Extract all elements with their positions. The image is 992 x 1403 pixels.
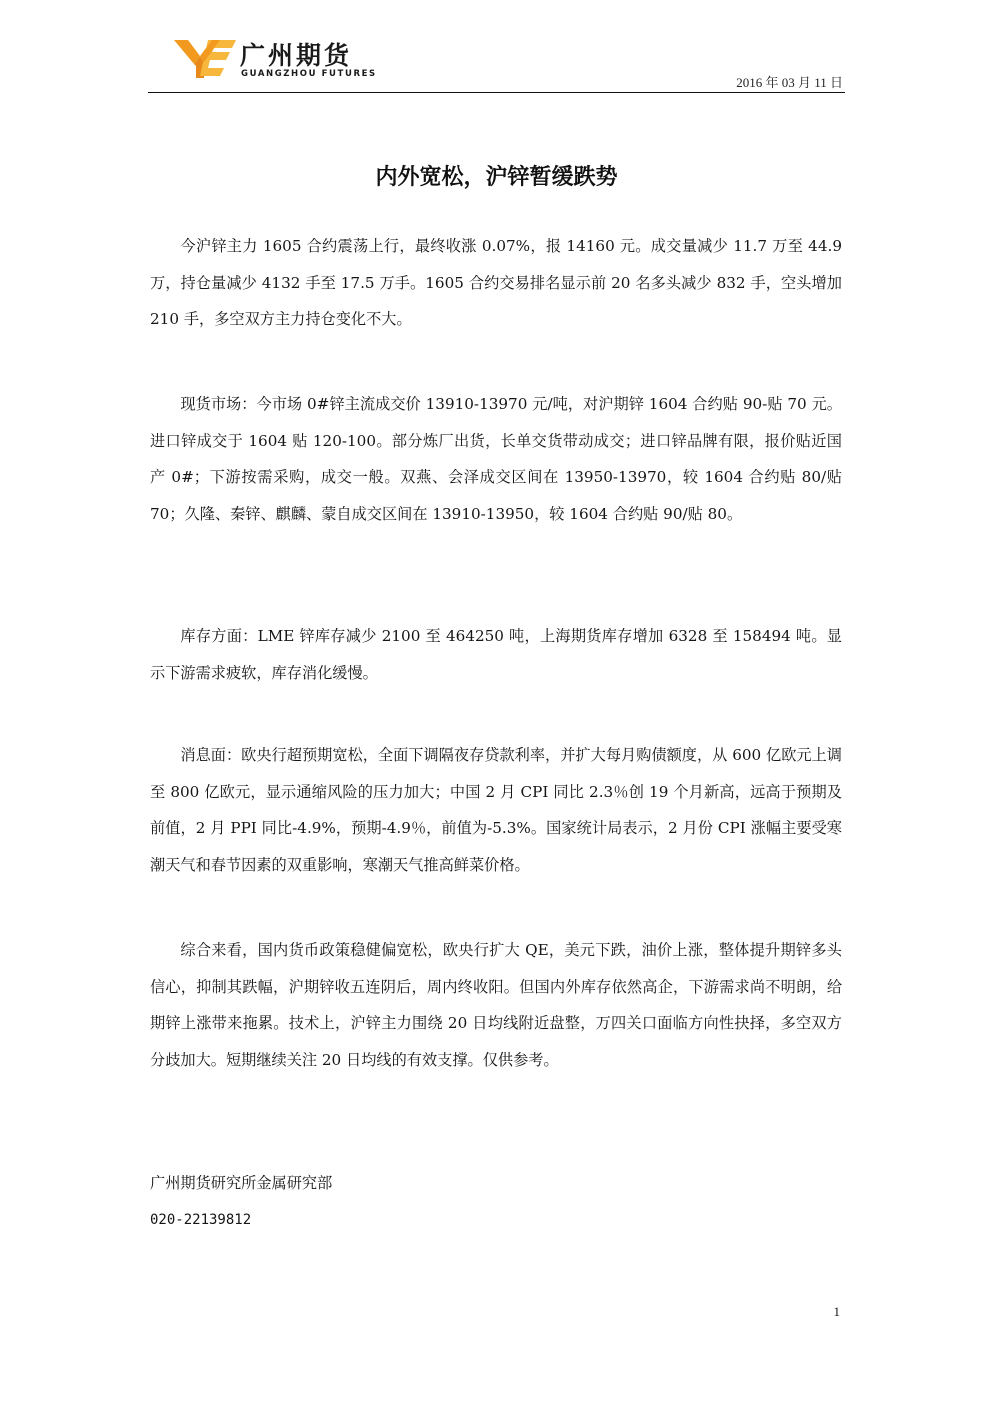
- report-title: 内外宽松，沪锌暂缓跌势: [375, 165, 618, 190]
- paragraph-spot-market: 现货市场：今市场 0#锌主流成交价 13910-13970 元/吨，对沪期锌 1604 合约贴 90-贴 70 元。进口锌成交于 1604 贴 120-100。部分炼厂出货，长单交货带动成交；进口锌品牌有限，报价贴近国产 0#；下游按需采购，成交一般。双燕、会泽成交区间在 13950-13970，较 1604 合约贴 80/贴 70；久隆、秦锌、麒麟、蒙自成交区间在 13910-13950，较 1604 合约贴 90/贴 80。: [150, 395, 842, 523]
- page-header: [148, 34, 845, 94]
- logo-english-text: GUANGZHOU FUTURES: [241, 69, 377, 79]
- guangzhou-futures-logo-icon: [174, 38, 238, 80]
- paragraph-outlook: 综合来看，国内货币政策稳健偏宽松，欧央行扩大 QE，美元下跌，油价上涨，整体提升期锌多头信心，抑制其跌幅，沪期锌收五连阴后，周内终收阳。但国内外库存依然高企，下游需求尚不明朗，给期锌上涨带来拖累。技术上，沪锌主力围绕 20 日均线附近盘整，万四关口面临方向性抉择，多空双方分歧加大。短期继续关注 20 日均线的有效支撑。仅供参考。: [150, 941, 842, 1069]
- paragraph-inventory: 库存方面：LME 锌库存减少 2100 至 464250 吨，上海期货库存增加 6328 至 158494 吨。显示下游需求疲软，库存消化缓慢。: [150, 627, 842, 682]
- header-divider: [148, 92, 845, 93]
- paragraph-news: 消息面：欧央行超预期宽松，全面下调隔夜存贷款利率，并扩大每月购债额度，从 600 亿欧元上调至 800 亿欧元，显示通缩风险的压力加大；中国 2 月 CPI 同比 2.3％创 19 个月新高，远高于预期及前值，2 月 PPI 同比-4.9%，预期-4.9％，前值为-5.3%。国家统计局表示，2 月份 CPI 涨幅主要受寒潮天气和春节因素的双重影响，寒潮天气推高鲜菜价格。: [150, 746, 842, 874]
- signature-phone: 020-22139812: [150, 1212, 252, 1228]
- logo-chinese-text: 广州期货: [240, 41, 353, 70]
- page-number: 1: [833, 1304, 840, 1319]
- report-date: 2016 年 03 月 11 日: [736, 75, 843, 90]
- paragraph-market-summary: 今沪锌主力 1605 合约震荡上行，最终收涨 0.07%，报 14160 元。成交量减少 11.7 万至 44.9 万，持仓量减少 4132 手至 17.5 万手。1605 合约交易排名显示前 20 名多头减少 832 手，空头增加 210 手，多空双方主力持仓变化不大。: [150, 237, 842, 328]
- signature-department: 广州期货研究所金属研究部: [150, 1174, 333, 1192]
